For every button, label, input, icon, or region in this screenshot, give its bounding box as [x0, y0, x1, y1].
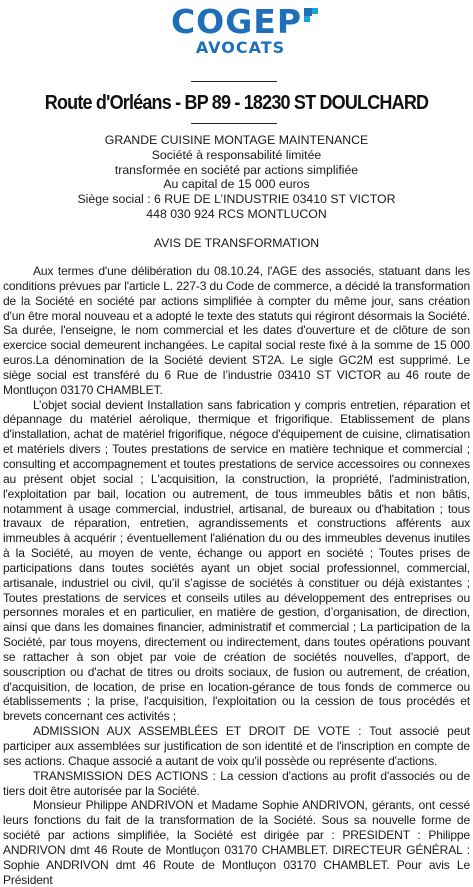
paragraph-management: Monsieur Philippe ANDRIVON et Madame Sophie ANDRIVON, gérants, ont cessé leurs fonctions du fait de la transformation de la Société. Sous sa nouvelle forme de société par actions simplifiée, la Société est dirigée par : PRESIDENT : Philippe ANDRIVON dmt 46 Route de Montluçon 03170 CHAMBLET. DIRECTEUR GÉNÉRAL : Sophie ANDRIVON dmt 46 Route de Montluçon 03170 CHAMBLET. Pour avis Le Président [3, 798, 470, 887]
cogep-logo [0, 4, 473, 57]
paragraph-transmission: TRANSMISSION DES ACTIONS : La cession d'actions au profit d'associés ou de tiers doit être autorisée par la Société. [3, 768, 470, 798]
paragraph-admission: ADMISSION AUX ASSEMBLÉES ET DROIT DE VOTE : Tout associé peut participer aux assemblées sur justification de son identité et de l'inscription en compte de ses actions. Chaque associé a autant de voix qu'il possède ou représente d'actions. [3, 724, 470, 768]
company-block [0, 133, 473, 222]
firm-address: Route d'Orléans - BP 89 - 18230 ST DOULCHARD [44, 92, 429, 114]
paragraph-social-object: L’objet social devient Installation sans fabrication y compris entretien, réparation et dépannage du matériel aérolique, thermique et frigorifique. Etablissement de plans d'installation, achat de matériel frigorifique, négoce d'équipement de cuisine, climatisation et matériels divers ; Toutes prestations de service en matière technique et commercial ; consulting et accompagnement et toutes prestations de service accessoires ou connexes au présent objet social ; L'acquisition, la construction, la propriété, l'administration, l'exploitation par bail, location ou autrement, de tous immeubles bâtis et non bâtis, notamment à usage commercial, industriel, artisanal, de bureaux ou d'habitation ; tous travaux de réparation, entretien, agrandissements et constructions afférents aux immeubles à acquérir ; éventuellement l'aliénation du ou des immeubles devenus inutiles à la Société, au moyen de vente, échange ou apport en société ; Toutes prises de participations dans toutes sociétés ayant un objet social professionnel, commercial, artisanale, industriel ou civil, qu’il s’agisse de sociétés à constituer ou déjà existantes ; Toutes prestations de services et conseils utiles au développement des entreprises ou personnes morales et en particulier, en matière de gestion, d’organisation, de direction, ainsi que dans les domaines financier, administratif et commercial ; La participation de la Société, par tous moyens, directement ou indirectement, dans toutes opérations pouvant se rattacher à son objet par voie de création de sociétés nouvelles, d'apport, de souscription ou d'achat de titres ou droits sociaux, de fusion ou autrement, de création, d'acquisition, de location, de prise en location-gérance de tous fonds de commerce ou établissements ; la prise, l'acquisition, l'exploitation ou la cession de tous procédés et brevets concernant ces activités ; [3, 397, 470, 724]
company-capital: Au capital de 15 000 euros [163, 177, 310, 192]
logo-squares-icon [304, 8, 318, 22]
notice-title: AVIS DE TRANSFORMATION [153, 236, 320, 250]
paragraph-deliberation: Aux termes d'une délibération du 08.10.24, l'AGE des associés, statuant dans les conditions prévues par l'article L. 227-3 du Code de commerce, a décidé la transformation de la Société en société par actions simplifiée à compter du même jour, sans création d'un être moral nouveau et a adopté le texte des statuts qui régiront désormais la Société. Sa durée, l'enseigne, le nom commercial et les dates d'ouverture et de clôture de son exercice social demeurent inchangées. Le capital social reste fixé à la somme de 15 000 euros.La dénomination de la Société devient ST2A. Le sigle GC2M est supprimé. Le siège social est transféré du 6 Rue de l’industrie 03410 ST VICTOR au 46 route de Montluçon 03170 CHAMBLET. [3, 264, 470, 397]
logo-subtitle: AVOCATS [195, 38, 286, 57]
divider-bottom [191, 123, 277, 124]
notice-body [3, 264, 470, 887]
divider-top [191, 81, 277, 82]
company-name: GRANDE CUISINE MONTAGE MAINTENANCE [104, 133, 369, 147]
company-seat: Siège social : 6 RUE DE L’INDUSTRIE 03410 ST VICTOR [77, 192, 396, 207]
company-transformation: transformée en société par actions simplifiée [114, 162, 359, 177]
company-rcs: 448 030 924 RCS MONTLUCON [146, 206, 327, 221]
logo-wordmark [171, 4, 302, 40]
company-legal-form: Société à responsabilité limitée [151, 147, 322, 162]
logo-word-text: COGEP [170, 2, 303, 41]
